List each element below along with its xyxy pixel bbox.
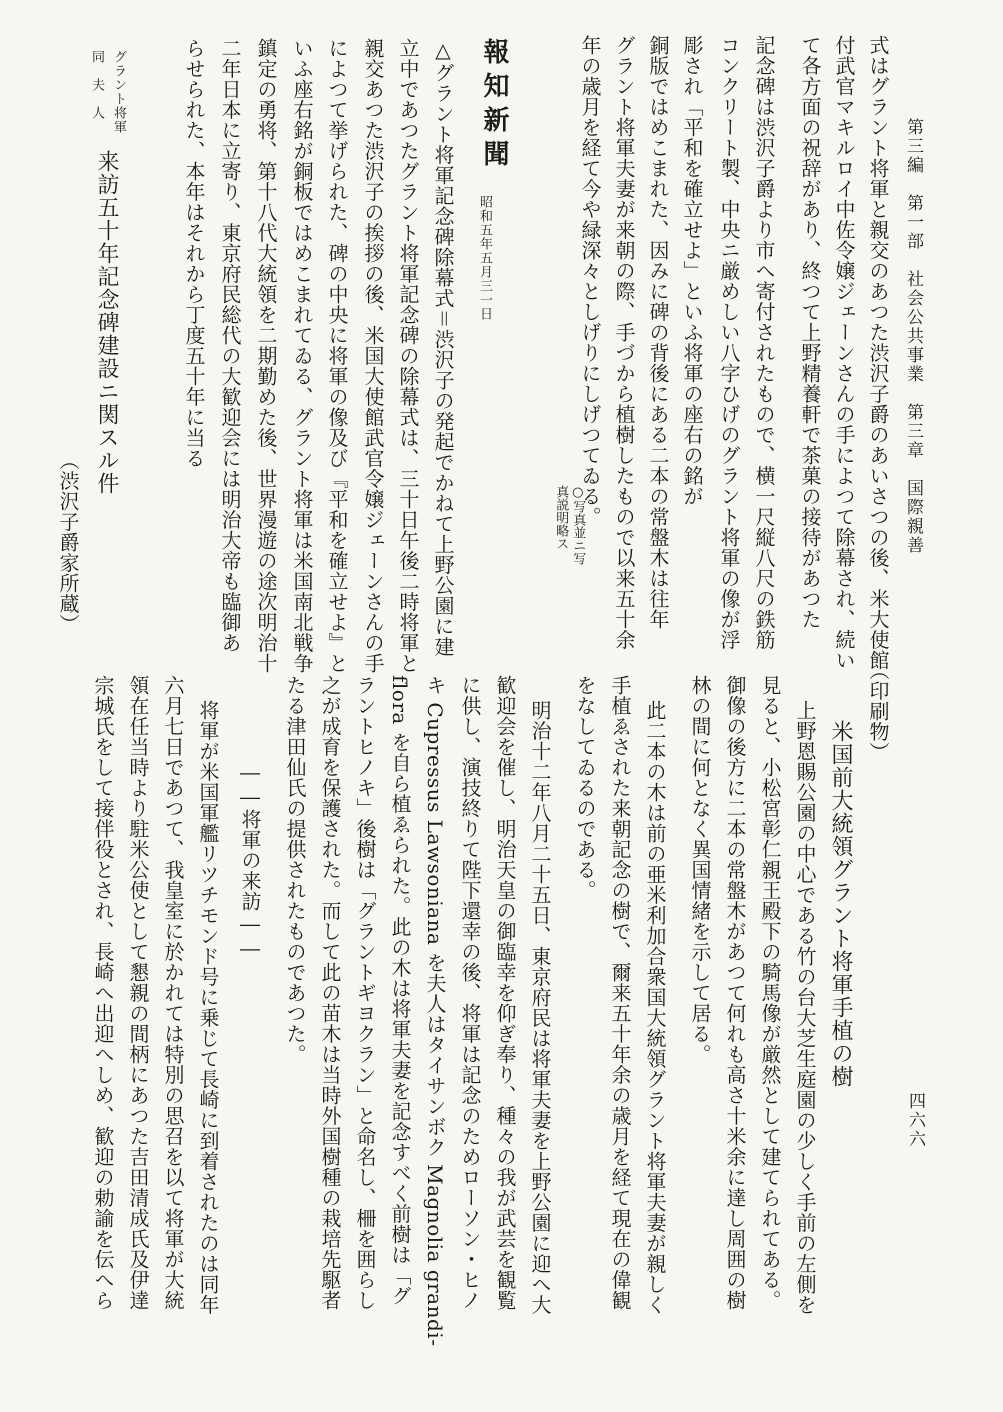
photo-note: ○写真並ニ写 (570, 485, 586, 565)
doc-source: （渋沢子爵家所蔵） (56, 450, 80, 635)
doc-title-prefix: グラント将軍 (111, 50, 126, 134)
body-line: 将軍が米国軍艦リツチモンド号に乗じて長崎に到着されたのは同年 (196, 700, 220, 1315)
body-line: キ Cupressus Lawsoniana を夫人はタイサンボク Magnolia grandi- (423, 675, 447, 1347)
section-heading: 米国前大統領グラント将軍手植の樹 (828, 720, 853, 1088)
page-number: 四六六 (905, 1092, 925, 1149)
doc-title: 来訪五十年記念碑建設ニ関スル件 (94, 150, 119, 495)
body-line: たる津田仙氏の提供されたものであつた。 (283, 675, 307, 1065)
photo-note: 真説明略ス (553, 485, 569, 550)
body-line: 見ると、小松宮彰仁親王殿下の騎馬像が厳然として建てられてある。 (758, 675, 782, 1311)
body-line: 之が成育を保護された。而して此の苗木は当時外国樹種の栽培先駆者 (318, 675, 342, 1311)
body-line: をなしてゐるのである。 (573, 675, 597, 901)
article-line: 鎮定の勇将、第十八代大統領を二期勤めた後、世界漫遊の途次明治十 (254, 38, 278, 674)
article-line: 立中であつたグラント将軍記念碑の除幕式は、三十日午後二時将軍と (396, 38, 420, 674)
text-line: グラント将軍夫妻が来朝の際、手づから植樹したもので以来五十余 (612, 35, 636, 650)
article-line: によつて挙げられた、碑の中央に将軍の像及び『平和を確立せよ』と (325, 38, 349, 674)
running-title: 第三編 第一部 社会公共事業 第三章 国際親善 (903, 118, 923, 555)
article-line: 二年日本に立寄り、東京府民総代の大歓迎会には明治大帝も臨御あ (218, 38, 242, 653)
body-line: 領在任当時より駐米公使として懇親の間柄にあつた吉田清成氏及伊達 (126, 675, 150, 1311)
article-line: いふ座右銘が銅板ではめこまれてゐる、グラント将軍は米国南北戦争 (290, 38, 314, 674)
text-line: 銅版ではめこまれた、因みに碑の背後にある二本の常盤木は往年 (646, 35, 670, 630)
body-line: ラントヒノキ」後樹は「グラントギヨクラン」と命名し、柵を囲らし (353, 675, 377, 1311)
body-line: 歓迎会を催し、明治天皇の御臨幸を仰ぎ奉り、種々の我が武芸を観覧 (493, 675, 517, 1311)
body-line: 明治十二年八月二十五日、東京府民は将軍夫妻を上野公園に迎へ大 (528, 700, 552, 1315)
text-line: 記念碑は渋沢子爵より市へ寄付されたもので、横一尺縦八尺の鉄筋 (752, 35, 776, 650)
text-line: て各方面の祝辞があり、終つて上野精養軒で茶菓の接待があつた (798, 35, 822, 630)
text-line: 式はグラント将軍と親交のあつた渋沢子爵のあいさつの後、米大使館 (866, 35, 890, 671)
doc-title-prefix: 同 夫 人 (89, 50, 104, 120)
print-label: （印刷物） (866, 660, 890, 763)
body-line: 此二本の木は前の亜米利加合衆国大統領グラント将軍夫妻が親しく (643, 700, 667, 1315)
text-line: コンクリート製、中央ニ厳めしい八字ひげのグラント将軍の像が浮 (717, 35, 741, 650)
text-line: 彫され「平和を確立せよ」といふ将軍の座右の銘が (680, 35, 704, 507)
body-line: 林の間に何となく異国情緒を示して居る。 (688, 675, 712, 1065)
text-line: 年の歳月を経て今や緑深々としげりにしげつてゐる。 (578, 35, 602, 527)
body-line: に供し、演技終りて陛下還幸の後、将軍は記念のためローソン・ヒノ (458, 675, 482, 1311)
body-line: 手植ゑされた来朝記念の樹で、爾来五十年余の歳月を経て現在の偉観 (608, 675, 632, 1311)
newspaper-date: 昭和五年五月三一日 (477, 195, 492, 321)
subheading: ――将軍の来訪―― (238, 760, 262, 961)
article-line: らせられた、本年はそれから丁度五十年に当る (182, 38, 206, 469)
newspaper-name: 報知新聞 (479, 38, 509, 174)
body-line: flora を自ら植ゑられた。此の木は将軍夫妻を記念すべく前樹は「グ (388, 675, 412, 1306)
text-line: 付武官マキルロイ中佐令嬢ジェーンさんの手によつて除幕され、続い (832, 35, 856, 671)
article-line: 親交あつた渋沢子の挨拶の後、米国大使館武官令嬢ジェーンさんの手 (361, 38, 385, 674)
article-line: △グラント将軍記念碑除幕式＝渋沢子の発起でかねて上野公園に建 (431, 38, 455, 657)
body-line: 上野恩賜公園の中心である竹の台大芝生庭園の少しく手前の左側を (793, 700, 817, 1315)
body-line: 御像の後方に二本の常盤木があつて何れも高さ十米余に達し周囲の樹 (723, 675, 747, 1311)
body-line: 宗城氏をして接伴役とされ、長崎へ出迎へしめ、歓迎の勅諭を伝へら (91, 675, 115, 1311)
body-line: 六月七日であつて、我皇室に於かれては特別の思召を以て将軍が大統 (161, 675, 185, 1311)
